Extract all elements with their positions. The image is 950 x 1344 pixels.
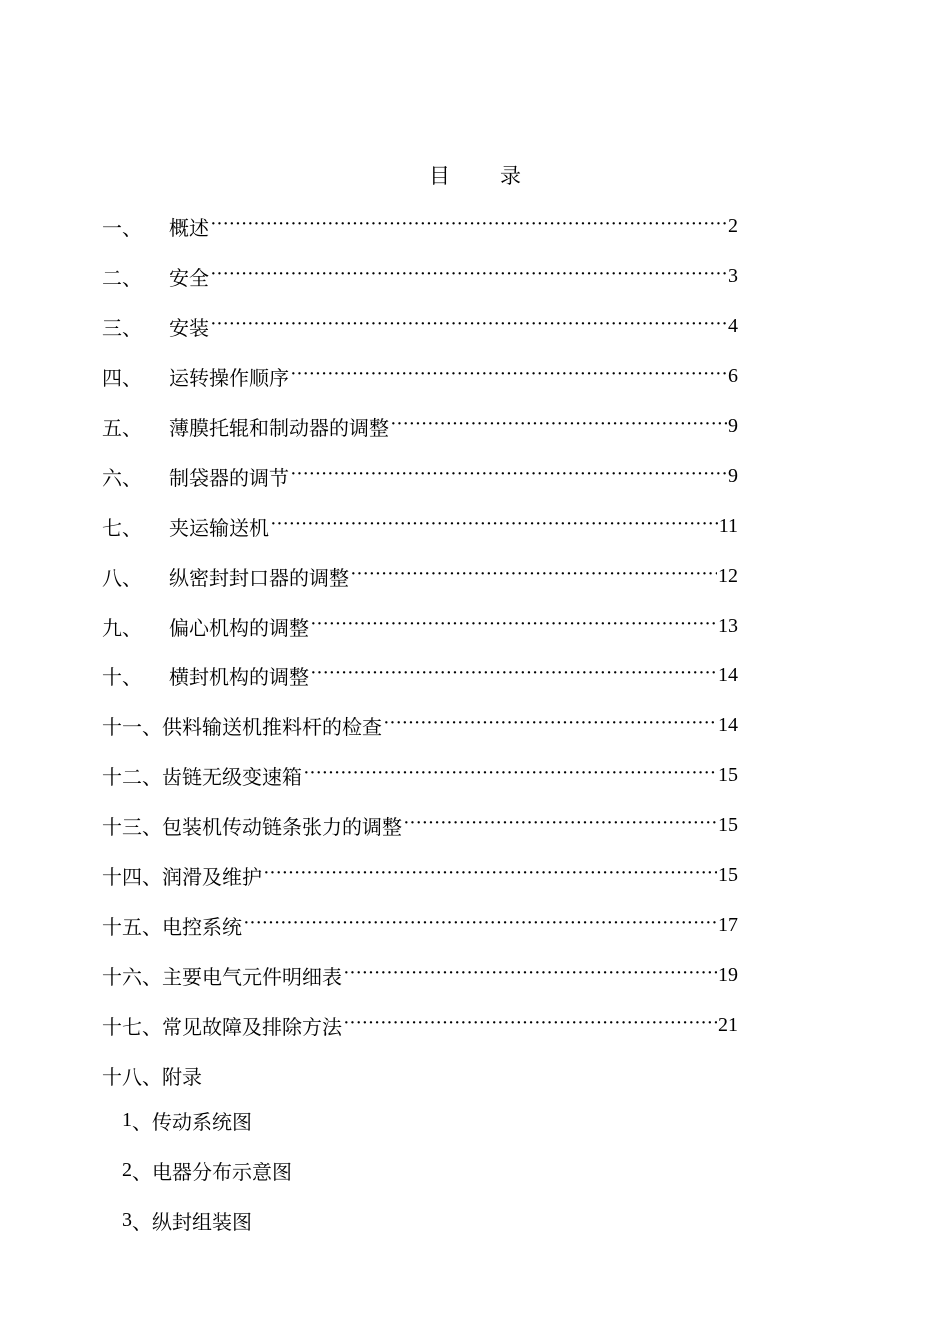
toc-entry-number: 十五、 xyxy=(102,914,162,939)
toc-entry[interactable] xyxy=(102,801,738,851)
toc-entry-label: 安全 xyxy=(169,266,209,291)
toc-entry-number: 十六、 xyxy=(102,964,162,989)
toc-entry-label: 电控系统 xyxy=(162,914,242,939)
toc-entry-number: 六、 xyxy=(102,465,142,490)
toc-entry-page: 9 xyxy=(728,464,738,487)
toc-entry[interactable] xyxy=(102,950,738,1000)
toc-title-left: 目 xyxy=(429,164,450,188)
toc-entry-page: 14 xyxy=(718,664,738,687)
toc-entry[interactable] xyxy=(102,1000,738,1050)
appendix-item[interactable] xyxy=(122,1196,292,1246)
toc-entry-label: 薄膜托辊和制动器的调整 xyxy=(169,416,389,440)
toc-entry-page: 19 xyxy=(718,963,738,986)
toc-entry-label: 常见故障及排除方法 xyxy=(162,1014,342,1039)
toc-entry-page: 9 xyxy=(728,415,738,437)
toc-entry-page: 13 xyxy=(718,614,738,637)
toc-entry-label: 包装机传动链条张力的调整 xyxy=(162,815,402,840)
toc-entry-page: 3 xyxy=(728,265,738,288)
toc-leader-dots xyxy=(270,513,718,536)
toc-leader-dots xyxy=(403,812,717,835)
toc-entry-page: 12 xyxy=(718,564,738,587)
appendix-item[interactable] xyxy=(122,1096,292,1146)
toc-leader-dots xyxy=(210,263,727,286)
appendix-item-number: 2 xyxy=(122,1159,132,1182)
toc-entry-number: 三、 xyxy=(102,316,142,341)
toc-entry[interactable] xyxy=(102,651,738,701)
toc-entry[interactable] xyxy=(102,352,738,402)
appendix-item-number: 1 xyxy=(122,1109,132,1132)
toc-entry[interactable] xyxy=(102,751,738,801)
toc-entry-label: 供料输送机推料杆的检查 xyxy=(162,715,382,740)
toc-entry[interactable] xyxy=(102,402,738,452)
toc-entry-label: 概述 xyxy=(169,216,209,241)
toc-entry-label: 运转操作顺序 xyxy=(169,366,289,391)
appendix-list xyxy=(122,1096,292,1246)
toc-leader-dots xyxy=(343,1012,717,1035)
toc-entry-page: 6 xyxy=(728,365,738,388)
toc-entry-appendix[interactable] xyxy=(102,1050,738,1100)
appendix-item-label: 、纵封组装图 xyxy=(132,1210,252,1235)
toc-leader-dots xyxy=(243,912,717,935)
toc-leader-dots xyxy=(290,363,727,386)
table-of-contents xyxy=(102,202,738,1100)
toc-entry-label: 夹运输送机 xyxy=(169,515,269,540)
toc-leader-dots xyxy=(310,662,717,685)
toc-entry-page: 14 xyxy=(718,714,738,737)
toc-entry-label: 偏心机构的调整 xyxy=(169,615,309,640)
toc-entry-label: 附录 xyxy=(162,1064,202,1089)
toc-entry-number: 十七、 xyxy=(102,1014,162,1039)
toc-entry-page: 15 xyxy=(718,764,738,787)
appendix-item-number: 3 xyxy=(122,1209,132,1232)
toc-entry-page: 11 xyxy=(718,514,738,537)
toc-entry-label: 纵密封封口器的调整 xyxy=(169,565,349,590)
toc-leader-dots xyxy=(290,463,727,486)
toc-entry[interactable] xyxy=(102,202,738,252)
appendix-item-label: 、传动系统图 xyxy=(132,1110,252,1135)
appendix-item[interactable] xyxy=(122,1146,292,1196)
appendix-item-label: 、电器分布示意图 xyxy=(132,1160,292,1185)
toc-leader-dots xyxy=(210,213,727,236)
toc-entry-number: 四、 xyxy=(102,366,142,391)
toc-leader-dots xyxy=(303,762,717,785)
toc-title-right: 录 xyxy=(500,164,521,188)
toc-leader-dots xyxy=(343,962,717,985)
toc-leader-dots xyxy=(310,613,717,636)
toc-entry-label: 安装 xyxy=(169,316,209,341)
toc-entry-page: 17 xyxy=(718,913,738,936)
toc-entry-number: 十、 xyxy=(102,665,142,690)
toc-entry[interactable] xyxy=(102,451,738,501)
toc-leader-dots xyxy=(383,712,717,735)
toc-entry[interactable] xyxy=(102,900,738,950)
toc-entry-number: 十八、 xyxy=(102,1064,162,1089)
toc-entry-page: 21 xyxy=(718,1013,738,1036)
toc-entry[interactable] xyxy=(102,551,738,601)
toc-entry-number: 十二、 xyxy=(102,765,162,790)
toc-leader-dots xyxy=(263,862,717,885)
toc-entry-label: 制袋器的调节 xyxy=(169,465,289,490)
toc-entry-page: 15 xyxy=(718,864,738,887)
toc-entry-page: 2 xyxy=(728,215,738,238)
toc-leader-dots xyxy=(350,563,717,586)
toc-entry-label: 润滑及维护 xyxy=(162,865,262,890)
toc-entry-number: 二、 xyxy=(102,266,142,291)
toc-entry-number: 五、 xyxy=(102,416,142,440)
toc-entry-number: 十四、 xyxy=(102,865,162,890)
toc-entry-page: 4 xyxy=(728,315,738,338)
toc-entry[interactable] xyxy=(102,302,738,352)
toc-entry-label: 主要电气元件明细表 xyxy=(162,964,342,989)
toc-entry-page: 15 xyxy=(718,814,738,837)
toc-title xyxy=(0,160,950,190)
toc-entry-number: 七、 xyxy=(102,515,142,540)
toc-entry-number: 一、 xyxy=(102,216,142,241)
toc-entry-number: 八、 xyxy=(102,565,142,590)
toc-entry[interactable] xyxy=(102,851,738,901)
toc-entry[interactable] xyxy=(102,501,738,551)
toc-entry[interactable] xyxy=(102,252,738,302)
toc-entry-number: 十一、 xyxy=(102,715,162,740)
toc-entry-label: 横封机构的调整 xyxy=(169,665,309,690)
toc-entry[interactable] xyxy=(102,601,738,651)
toc-leader-dots xyxy=(210,313,727,336)
toc-entry[interactable] xyxy=(102,701,738,751)
toc-entry-label: 齿链无级变速箱 xyxy=(162,765,302,790)
toc-entry-number: 九、 xyxy=(102,615,142,640)
toc-leader-dots xyxy=(390,413,727,436)
toc-entry-number: 十三、 xyxy=(102,815,162,840)
